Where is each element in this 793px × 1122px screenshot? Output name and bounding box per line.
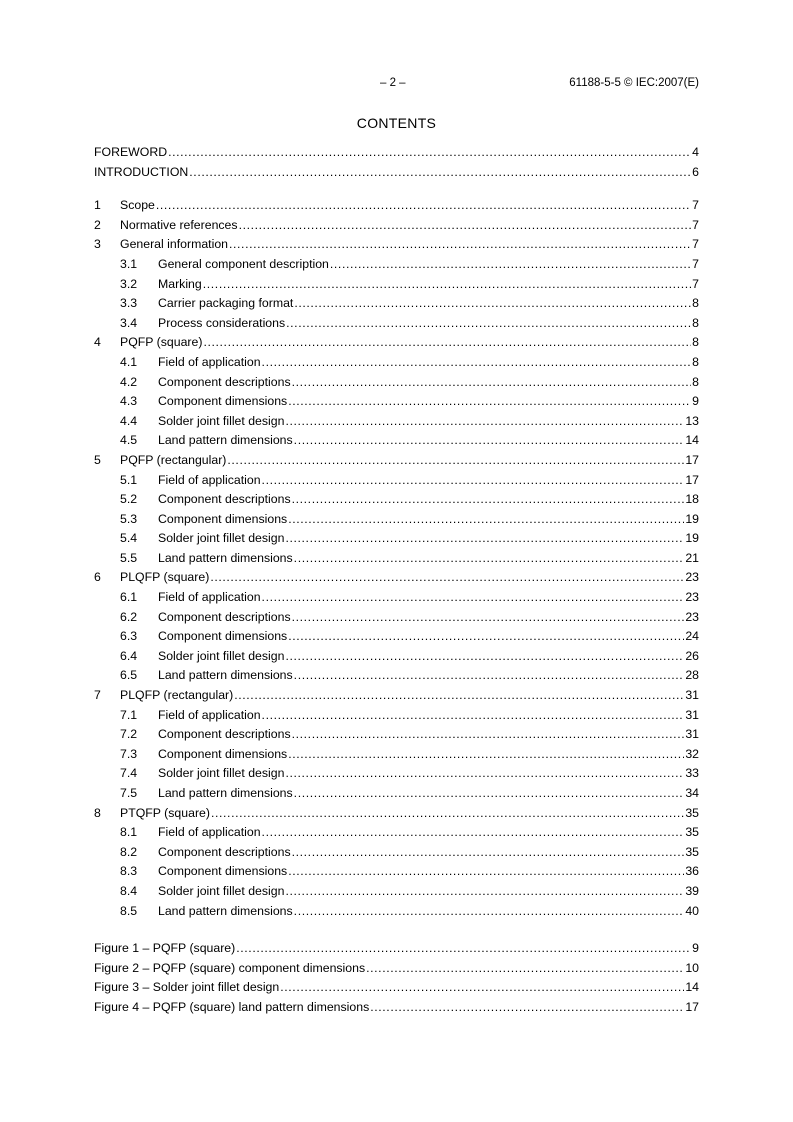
page-number: – 2 – xyxy=(380,77,406,89)
toc-entry-subclause[interactable] xyxy=(94,510,699,530)
entry-title: Figure 1 – PQFP (square) xyxy=(94,941,236,956)
dot-leader xyxy=(203,275,691,295)
entry-page-number: 9 xyxy=(692,941,699,956)
toc-entry-clause[interactable] xyxy=(94,686,699,706)
entry-title: Component descriptions xyxy=(158,492,291,507)
dot-leader xyxy=(262,823,685,843)
entry-page-number: 31 xyxy=(685,727,699,742)
toc-entry-subclause[interactable] xyxy=(94,862,699,882)
entry-title: Component dimensions xyxy=(158,746,288,761)
entry-title: Figure 3 – Solder joint fillet design xyxy=(94,980,280,995)
toc-entry-subclause[interactable] xyxy=(94,490,699,510)
entry-page-number: 23 xyxy=(685,609,699,624)
entry-number: 7.1 xyxy=(120,707,138,722)
dot-leader xyxy=(285,882,684,902)
toc-entry-subclause[interactable] xyxy=(94,608,699,628)
entry-page-number: 23 xyxy=(685,590,699,605)
entry-title: General information xyxy=(120,237,228,252)
toc-entry-subclause[interactable] xyxy=(94,529,699,549)
dot-leader xyxy=(262,353,692,373)
entry-number: 4.3 xyxy=(120,394,138,409)
entry-title: Field of application xyxy=(158,472,261,487)
entry-page-number: 19 xyxy=(685,531,699,546)
dot-leader xyxy=(288,627,684,647)
entry-page-number: 7 xyxy=(692,217,699,232)
entry-title: Solder joint fillet design xyxy=(158,531,285,546)
toc-entry-clause[interactable] xyxy=(94,568,699,588)
dot-leader xyxy=(234,686,684,706)
entry-page-number: 7 xyxy=(692,237,699,252)
toc-entry-subclause[interactable] xyxy=(94,647,699,667)
dot-leader xyxy=(294,666,685,686)
entry-page-number: 6 xyxy=(692,164,699,179)
toc-entry-subclause[interactable] xyxy=(94,255,699,275)
dot-leader xyxy=(294,902,685,922)
toc-entry-subclause[interactable] xyxy=(94,764,699,784)
entry-page-number: 35 xyxy=(685,805,699,820)
entry-number: 5 xyxy=(94,452,101,467)
entry-number: 7.4 xyxy=(120,766,138,781)
dot-leader xyxy=(294,431,685,451)
toc-entry-subclause[interactable] xyxy=(94,431,699,451)
entry-page-number: 21 xyxy=(685,550,699,565)
entry-title: Carrier packaging format xyxy=(158,296,294,311)
entry-page-number: 9 xyxy=(692,394,699,409)
entry-number: 6.1 xyxy=(120,590,138,605)
dot-leader xyxy=(262,471,685,491)
entry-title: Component descriptions xyxy=(158,727,291,742)
dot-leader xyxy=(189,163,691,183)
toc-entry-clause[interactable] xyxy=(94,333,699,353)
dot-leader xyxy=(168,143,691,163)
entry-number: 5.1 xyxy=(120,472,138,487)
dot-leader xyxy=(366,959,684,979)
toc-entry-subclause[interactable] xyxy=(94,412,699,432)
entry-page-number: 10 xyxy=(685,960,699,975)
entry-number: 4.1 xyxy=(120,354,138,369)
entry-page-number: 31 xyxy=(685,707,699,722)
entry-title: Field of application xyxy=(158,590,261,605)
toc-entry-subclause[interactable] xyxy=(94,823,699,843)
entry-page-number: 34 xyxy=(685,786,699,800)
dot-leader xyxy=(292,843,685,863)
entry-page-number: 17 xyxy=(685,472,699,487)
entry-number: 3.4 xyxy=(120,315,138,330)
dot-leader xyxy=(286,314,691,334)
toc-entry-subclause[interactable] xyxy=(94,745,699,765)
toc-entry-subclause[interactable] xyxy=(94,706,699,726)
dot-leader xyxy=(292,725,685,745)
entry-title: Land pattern dimensions xyxy=(158,433,293,448)
entry-title: Figure 2 – PQFP (square) component dimensions xyxy=(94,960,366,975)
entry-number: 4.5 xyxy=(120,433,138,448)
entry-title: Land pattern dimensions xyxy=(158,668,293,683)
entry-title: Component dimensions xyxy=(158,864,288,879)
toc-entry-subclause[interactable] xyxy=(94,666,699,686)
entry-title: Marking xyxy=(158,276,202,291)
toc-entry-figure[interactable] xyxy=(94,978,699,998)
contents-title: CONTENTS xyxy=(356,115,437,131)
toc-entry-subclause[interactable] xyxy=(94,275,699,295)
entry-number: 3 xyxy=(94,237,101,252)
toc-entry-subclause[interactable] xyxy=(94,353,699,373)
entry-title: FOREWORD xyxy=(94,145,168,159)
entry-page-number: 8 xyxy=(692,315,699,330)
toc-entry-clause[interactable] xyxy=(94,216,699,236)
dot-leader xyxy=(227,451,684,471)
entry-title: Land pattern dimensions xyxy=(158,903,293,918)
entry-number: 7.2 xyxy=(120,727,138,742)
dot-leader xyxy=(210,568,684,588)
dot-leader xyxy=(294,549,685,569)
entry-number: 6 xyxy=(94,570,101,585)
entry-title: Solder joint fillet design xyxy=(158,766,285,781)
entry-title: INTRODUCTION xyxy=(94,164,189,179)
entry-title: General component description xyxy=(158,256,329,271)
entry-page-number: 17 xyxy=(685,999,699,1014)
entry-page-number: 7 xyxy=(692,256,699,271)
dot-leader xyxy=(294,784,685,804)
entry-page-number: 7 xyxy=(692,276,699,291)
entry-page-number: 18 xyxy=(685,492,699,507)
entry-page-number: 7 xyxy=(692,198,699,213)
dot-leader xyxy=(285,529,684,549)
entry-title: Component descriptions xyxy=(158,609,291,624)
entry-title: Solder joint fillet design xyxy=(158,413,285,428)
entry-number: 8.3 xyxy=(120,864,138,879)
entry-page-number: 8 xyxy=(692,374,699,389)
entry-number: 4.2 xyxy=(120,374,138,389)
dot-leader xyxy=(288,862,684,882)
entry-page-number: 40 xyxy=(685,903,699,918)
entry-number: 7.5 xyxy=(120,786,138,800)
entry-page-number: 35 xyxy=(685,844,699,859)
entry-title: Solder joint fillet design xyxy=(158,648,285,663)
toc-entry-subclause[interactable] xyxy=(94,627,699,647)
entry-title: Component dimensions xyxy=(158,511,288,526)
dot-leader xyxy=(292,490,685,510)
entry-page-number: 24 xyxy=(685,629,699,644)
entry-page-number: 28 xyxy=(685,668,699,683)
entry-title: Normative references xyxy=(120,217,238,232)
dot-leader xyxy=(156,196,691,216)
dot-leader xyxy=(288,510,684,530)
entry-number: 7.3 xyxy=(120,746,138,761)
toc-entry-subclause[interactable] xyxy=(94,392,699,412)
entry-number: 5.4 xyxy=(120,531,138,546)
entry-title: Land pattern dimensions xyxy=(158,786,293,800)
entry-title: Field of application xyxy=(158,825,261,840)
dot-leader xyxy=(330,255,691,275)
entry-number: 4 xyxy=(94,335,101,350)
entry-number: 6.5 xyxy=(120,668,138,683)
entry-number: 5.3 xyxy=(120,511,138,526)
dot-leader xyxy=(288,745,684,765)
toc-entry-subclause[interactable] xyxy=(94,843,699,863)
entry-number: 8 xyxy=(94,805,101,820)
toc-entry-clause[interactable] xyxy=(94,804,699,824)
entry-page-number: 32 xyxy=(685,746,699,761)
toc-entry-front[interactable] xyxy=(94,163,699,183)
entry-page-number: 39 xyxy=(685,883,699,898)
entry-title: PTQFP (square) xyxy=(120,805,210,820)
entry-title: Component descriptions xyxy=(158,844,291,859)
entry-number: 1 xyxy=(94,198,101,213)
toc-entry-front[interactable] xyxy=(94,143,699,163)
dot-leader xyxy=(285,647,684,667)
toc-entry-figure[interactable] xyxy=(94,939,699,959)
dot-leader xyxy=(370,998,684,1018)
toc-entry-figure[interactable] xyxy=(94,959,699,979)
toc-entry-subclause[interactable] xyxy=(94,902,699,922)
entry-title: PQFP (rectangular) xyxy=(120,452,227,467)
entry-number: 2 xyxy=(94,217,101,232)
toc-entry-clause[interactable] xyxy=(94,451,699,471)
toc-entry-subclause[interactable] xyxy=(94,373,699,393)
dot-leader xyxy=(285,412,684,432)
document-id: 61188-5-5 © IEC:2007(E) xyxy=(569,77,699,89)
dot-leader xyxy=(236,939,691,959)
dot-leader xyxy=(292,608,685,628)
page-header xyxy=(0,77,793,93)
toc-entry-subclause[interactable] xyxy=(94,294,699,314)
toc-entry-subclause[interactable] xyxy=(94,725,699,745)
entry-page-number: 19 xyxy=(685,511,699,526)
toc-entry-clause[interactable] xyxy=(94,196,699,216)
entry-page-number: 8 xyxy=(692,354,699,369)
toc-entry-subclause[interactable] xyxy=(94,314,699,334)
entry-page-number: 4 xyxy=(692,145,699,159)
entry-title: Process considerations xyxy=(158,315,286,330)
dot-leader xyxy=(292,373,692,393)
entry-number: 8.2 xyxy=(120,844,138,859)
entry-number: 6.3 xyxy=(120,629,138,644)
dot-leader xyxy=(280,978,684,998)
dot-leader xyxy=(203,333,691,353)
entry-number: 5.2 xyxy=(120,492,138,507)
entry-page-number: 8 xyxy=(692,296,699,311)
entry-title: PQFP (square) xyxy=(120,335,203,350)
entry-title: Solder joint fillet design xyxy=(158,883,285,898)
entry-page-number: 35 xyxy=(685,825,699,840)
entry-title: Figure 4 – PQFP (square) land pattern dimensions xyxy=(94,999,370,1014)
entry-number: 8.4 xyxy=(120,883,138,898)
entry-page-number: 33 xyxy=(685,766,699,781)
dot-leader xyxy=(211,804,684,824)
entry-page-number: 14 xyxy=(685,980,699,995)
entry-title: Field of application xyxy=(158,707,261,722)
toc-entry-subclause[interactable] xyxy=(94,882,699,902)
entry-title: Scope xyxy=(120,198,155,213)
entry-number: 3.3 xyxy=(120,296,138,311)
entry-title: Field of application xyxy=(158,354,261,369)
entry-title: PLQFP (rectangular) xyxy=(120,688,234,703)
entry-title: Component dimensions xyxy=(158,629,288,644)
entry-number: 6.4 xyxy=(120,648,138,663)
entry-number: 8.1 xyxy=(120,825,138,840)
entry-page-number: 26 xyxy=(685,648,699,663)
entry-page-number: 17 xyxy=(685,452,699,467)
entry-number: 8.5 xyxy=(120,903,138,918)
entry-page-number: 36 xyxy=(685,864,699,879)
entry-number: 3.1 xyxy=(120,256,138,271)
entry-title: Component dimensions xyxy=(158,394,288,409)
entry-number: 6.2 xyxy=(120,609,138,624)
dot-leader xyxy=(262,706,685,726)
toc-entry-subclause[interactable] xyxy=(94,784,699,804)
entry-title: PLQFP (square) xyxy=(120,570,210,585)
entry-page-number: 14 xyxy=(685,433,699,448)
entry-number: 3.2 xyxy=(120,276,138,291)
toc-entry-subclause[interactable] xyxy=(94,549,699,569)
toc-entry-subclause[interactable] xyxy=(94,588,699,608)
dot-leader xyxy=(229,235,691,255)
entry-page-number: 8 xyxy=(692,335,699,350)
toc-entry-clause[interactable] xyxy=(94,235,699,255)
dot-leader xyxy=(262,588,685,608)
table-of-contents xyxy=(94,143,699,1018)
entry-title: Component descriptions xyxy=(158,374,291,389)
toc-entry-figure[interactable] xyxy=(94,998,699,1018)
dot-leader xyxy=(239,216,692,236)
dot-leader xyxy=(294,294,691,314)
entry-page-number: 31 xyxy=(685,688,699,703)
entry-title: Land pattern dimensions xyxy=(158,550,293,565)
entry-number: 5.5 xyxy=(120,550,138,565)
dot-leader xyxy=(288,392,691,412)
toc-entry-subclause[interactable] xyxy=(94,471,699,491)
entry-number: 4.4 xyxy=(120,413,138,428)
dot-leader xyxy=(285,764,684,784)
entry-number: 7 xyxy=(94,688,101,703)
entry-page-number: 23 xyxy=(685,570,699,585)
entry-page-number: 13 xyxy=(685,413,699,428)
